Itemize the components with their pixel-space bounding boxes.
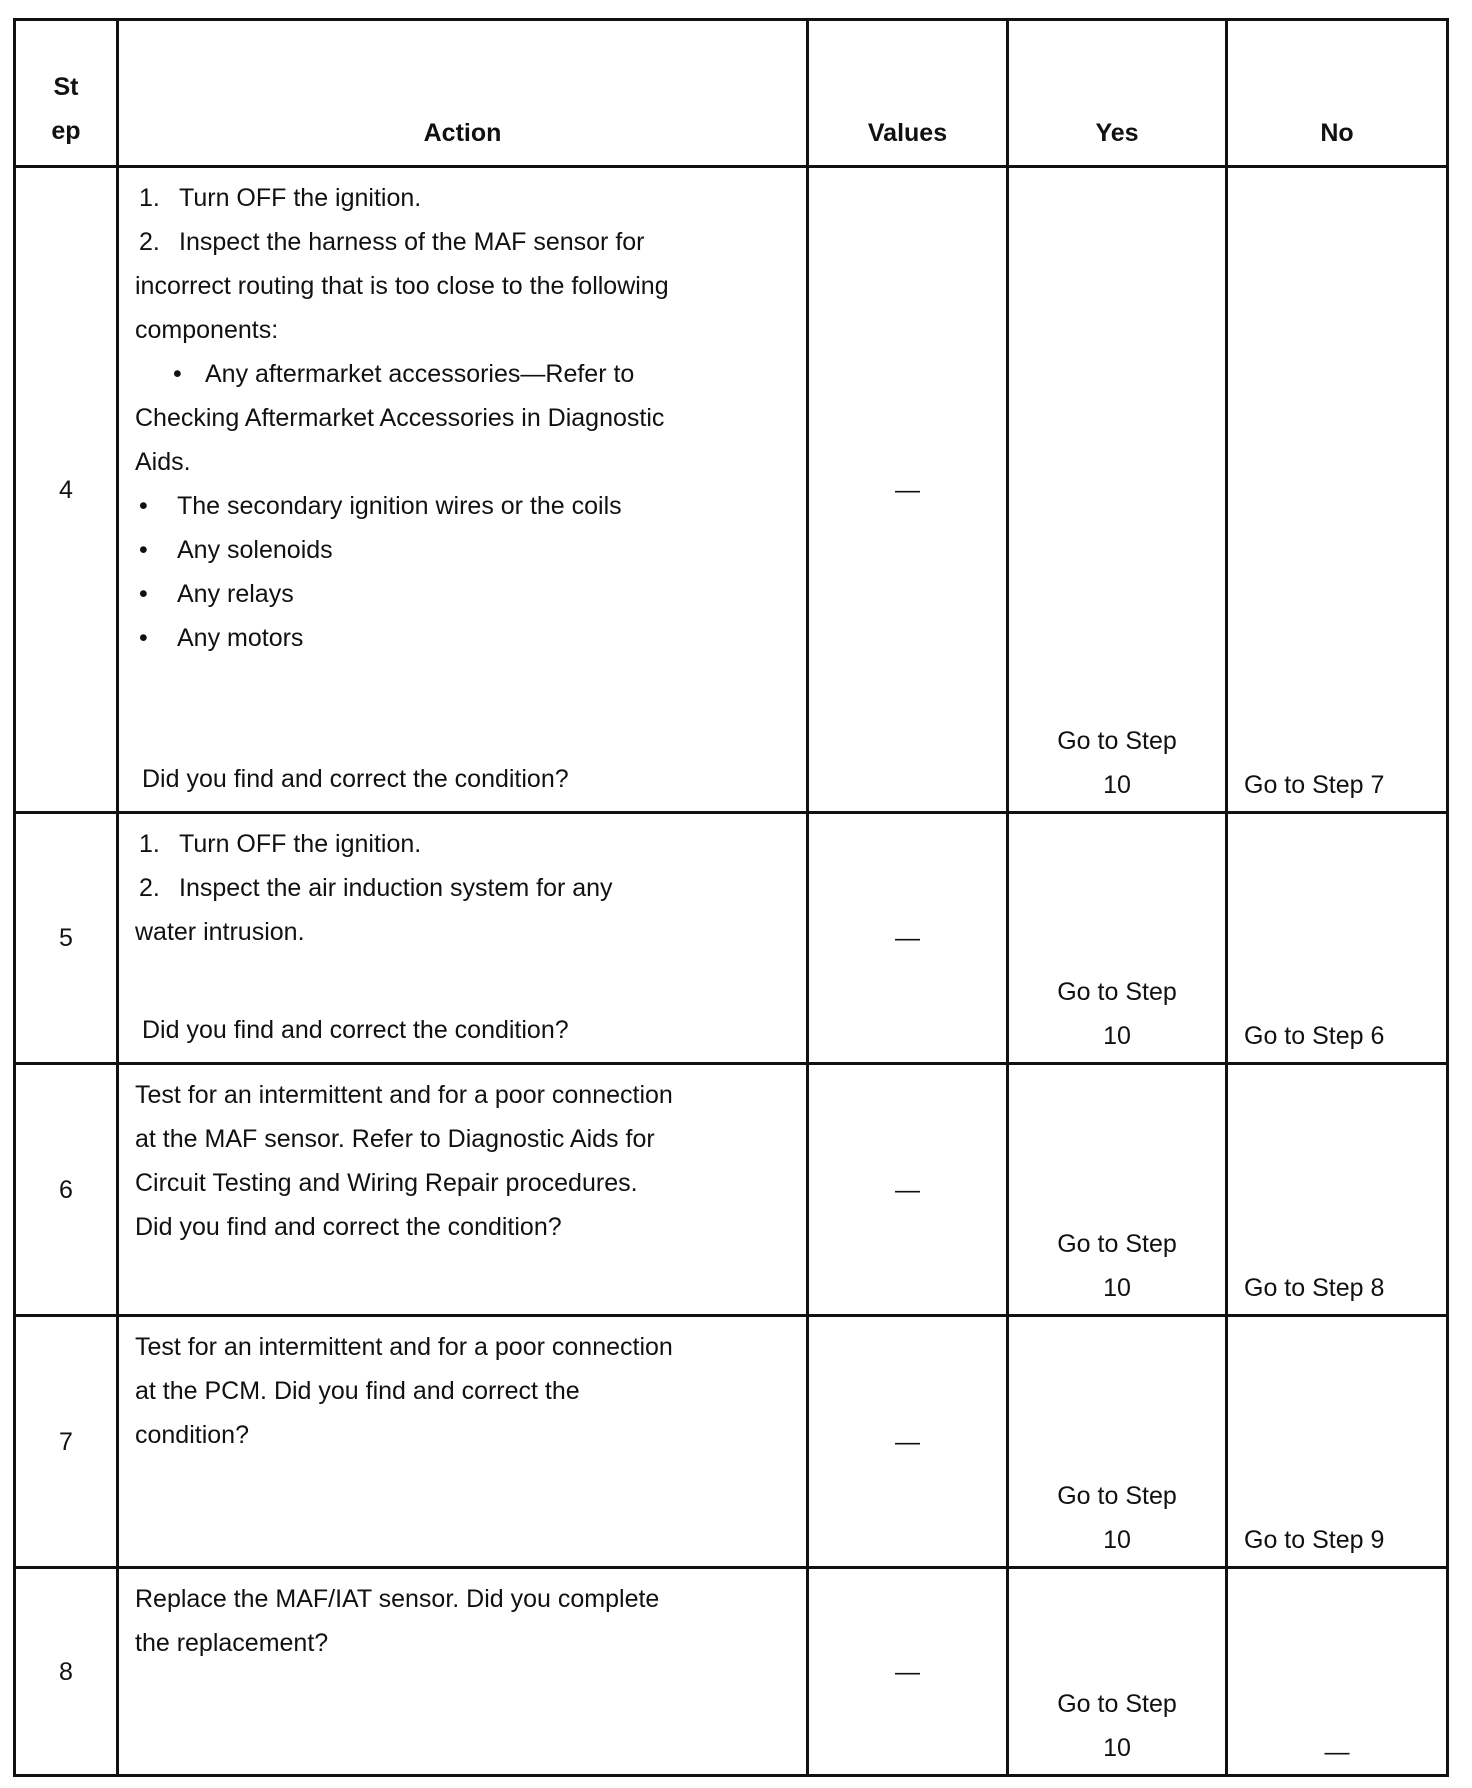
text-line: at the MAF sensor. Refer to Diagnostic Aids for [135, 1125, 655, 1153]
question-text: Did you find and correct the condition? [142, 765, 569, 793]
no-cell: Go to Step 6 [1227, 813, 1448, 1064]
header-step-line-1: St [53, 73, 79, 101]
no-cell: Go to Step 9 [1227, 1316, 1448, 1568]
values-cell: — [808, 167, 1008, 813]
text-line: incorrect routing that is too close to the following [135, 272, 669, 300]
no-cell: — [1227, 1568, 1448, 1776]
yes-cell: Go to Step 10 [1008, 167, 1227, 813]
text-line: Test for an intermittent and for a poor connection [135, 1333, 673, 1361]
numbered-item: 2. Inspect the harness of the MAF sensor for [139, 228, 645, 256]
bullet-icon: • [139, 492, 148, 520]
action-cell [118, 167, 808, 813]
text-line: condition? [135, 1421, 249, 1449]
values-cell: — [808, 1064, 1008, 1316]
bullet-item: • Any motors [135, 616, 790, 660]
text-line: Aids. [135, 448, 191, 476]
table-row [15, 1568, 1448, 1776]
yes-cell: Go to Step 10 [1008, 1316, 1227, 1568]
text-line: Checking Aftermarket Accessories in Diagnostic [135, 404, 665, 432]
step-number: 6 [15, 1064, 118, 1316]
header-step-line-2: ep [51, 117, 81, 145]
action-cell [118, 1568, 808, 1776]
question-text: Did you find and correct the condition? [142, 1016, 569, 1044]
text-line: water intrusion. [135, 918, 305, 946]
text-line: at the PCM. Did you find and correct the [135, 1377, 580, 1405]
diagnostic-table [13, 18, 1449, 1777]
numbered-item: 2. Inspect the air induction system for any [139, 874, 613, 902]
no-cell: Go to Step 7 [1227, 167, 1448, 813]
numbered-item: 1. Turn OFF the ignition. [139, 184, 422, 212]
text-line: the replacement? [135, 1629, 329, 1657]
text-line: Circuit Testing and Wiring Repair procedures. [135, 1169, 638, 1197]
bullet-item: • The secondary ignition wires or the coils [135, 484, 790, 528]
bullet-icon: • [139, 580, 148, 608]
bullet-icon: • [173, 360, 182, 388]
values-cell: — [808, 1568, 1008, 1776]
text-line: Test for an intermittent and for a poor connection [135, 1081, 673, 1109]
numbered-item: 1. Turn OFF the ignition. [139, 830, 422, 858]
header-action: Action [118, 20, 808, 167]
step-number: 5 [15, 813, 118, 1064]
table-row [15, 1064, 1448, 1316]
question-text: Did you find and correct the condition? [135, 1213, 562, 1241]
table-row [15, 1316, 1448, 1568]
bullet-item: • Any solenoids [135, 528, 790, 572]
yes-cell: Go to Step 10 [1008, 1064, 1227, 1316]
table-row [15, 167, 1448, 813]
bullet-icon: • [139, 624, 148, 652]
step-number: 4 [15, 167, 118, 813]
header-step [15, 20, 118, 167]
no-cell: Go to Step 8 [1227, 1064, 1448, 1316]
header-yes: Yes [1008, 20, 1227, 167]
sub-bullet-item: • Any aftermarket accessories—Refer to [135, 352, 790, 396]
bullet-icon: • [139, 536, 148, 564]
table-row [15, 813, 1448, 1064]
text-line: Replace the MAF/IAT sensor. Did you complete [135, 1585, 660, 1613]
text-line: components: [135, 316, 279, 344]
action-cell [118, 813, 808, 1064]
values-cell: — [808, 1316, 1008, 1568]
yes-cell: Go to Step 10 [1008, 1568, 1227, 1776]
action-cell [118, 1316, 808, 1568]
header-values: Values [808, 20, 1008, 167]
values-cell: — [808, 813, 1008, 1064]
header-row [15, 20, 1448, 167]
step-number: 7 [15, 1316, 118, 1568]
action-cell [118, 1064, 808, 1316]
bullet-item: • Any relays [135, 572, 790, 616]
yes-cell: Go to Step 10 [1008, 813, 1227, 1064]
step-number: 8 [15, 1568, 118, 1776]
header-no: No [1227, 20, 1448, 167]
